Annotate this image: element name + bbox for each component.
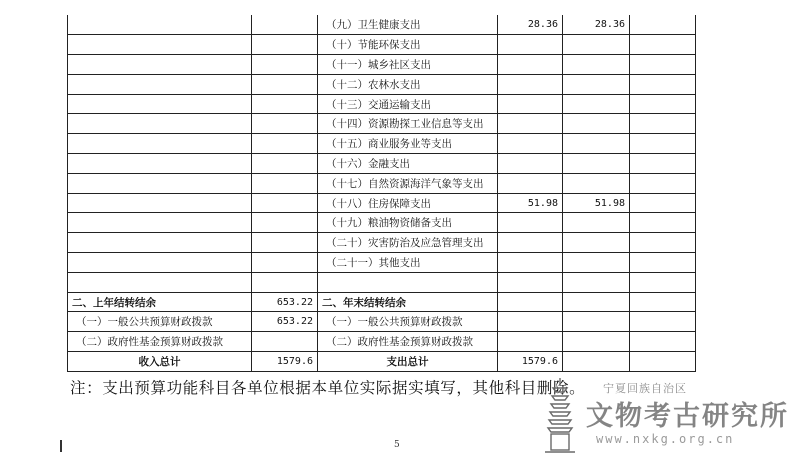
table-cell: [252, 134, 318, 154]
margin-mark: [60, 440, 62, 452]
table-cell: [630, 74, 696, 94]
table-row: [68, 292, 696, 312]
table-cell: [252, 55, 318, 75]
table-cell: （二）政府性基金预算财政拨款: [318, 332, 498, 352]
table-cell: [630, 193, 696, 213]
table-cell: [252, 173, 318, 193]
table-cell: （十三）交通运输支出: [318, 94, 498, 114]
table-cell: （十九）粮油物资储备支出: [318, 213, 498, 233]
table-cell: [563, 154, 630, 174]
table-cell: [498, 74, 563, 94]
table-cell: [252, 74, 318, 94]
table-row: [68, 74, 696, 94]
table-cell: [630, 134, 696, 154]
table-cell: [252, 253, 318, 273]
watermark-url: www.nxkg.org.cn: [596, 432, 735, 446]
table-cell: [630, 154, 696, 174]
watermark: [540, 376, 800, 466]
table-cell: （二）政府性基金预算财政拨款: [68, 332, 252, 352]
table-cell: [252, 233, 318, 253]
table-cell: [563, 134, 630, 154]
table-cell: [68, 193, 252, 213]
table-cell: [498, 332, 563, 352]
table-cell: [498, 253, 563, 273]
watermark-subtitle: 宁夏回族自治区: [603, 382, 687, 395]
table-row: [68, 332, 696, 352]
table-cell: [498, 114, 563, 134]
table-row: [68, 233, 696, 253]
page-number: 5: [394, 440, 400, 450]
table-row: [68, 193, 696, 213]
table-cell: [68, 173, 252, 193]
table-cell: [252, 35, 318, 55]
table-cell: [630, 15, 696, 35]
table-cell: [68, 114, 252, 134]
table-cell: [252, 114, 318, 134]
table-cell: [563, 332, 630, 352]
table-row: [68, 272, 696, 292]
table-cell: （二十一）其他支出: [318, 253, 498, 273]
table-row: [68, 114, 696, 134]
table-cell: [68, 154, 252, 174]
table-cell: [68, 272, 252, 292]
table-cell: [563, 233, 630, 253]
table-cell: [630, 55, 696, 75]
table-cell: [252, 272, 318, 292]
table-cell: [563, 312, 630, 332]
table-cell: 653.22: [252, 292, 318, 312]
table-cell: （十一）城乡社区支出: [318, 55, 498, 75]
table-cell: [563, 253, 630, 273]
table-cell: [68, 15, 252, 35]
table-cell: （十二）农林水支出: [318, 74, 498, 94]
table-cell: （十五）商业服务业等支出: [318, 134, 498, 154]
table-row: [68, 15, 696, 35]
table-cell: [498, 233, 563, 253]
table-cell: [252, 94, 318, 114]
table-row: [68, 213, 696, 233]
table-cell: [563, 74, 630, 94]
table-cell: [498, 213, 563, 233]
table-cell: [68, 233, 252, 253]
table-cell: [498, 55, 563, 75]
table-cell: [68, 213, 252, 233]
table-cell: 28.36: [498, 15, 563, 35]
table-cell: [630, 114, 696, 134]
table-row: [68, 253, 696, 273]
table-cell: （一）一般公共预算财政拨款: [68, 312, 252, 332]
table-cell: [563, 213, 630, 233]
table-cell: [630, 312, 696, 332]
table-cell: 51.98: [498, 193, 563, 213]
table-cell: 1579.6: [252, 352, 318, 372]
table-cell: [563, 173, 630, 193]
table-cell: [68, 74, 252, 94]
table-cell: [563, 35, 630, 55]
table-row: [68, 94, 696, 114]
table-cell: [252, 193, 318, 213]
table-cell: （九）卫生健康支出: [318, 15, 498, 35]
table-cell: [68, 35, 252, 55]
table-cell: （一）一般公共预算财政拨款: [318, 312, 498, 332]
table-cell: [498, 154, 563, 174]
table-cell: [563, 352, 630, 372]
table-cell: 1579.6: [498, 352, 563, 372]
table-row: [68, 173, 696, 193]
table-cell: [498, 134, 563, 154]
table-cell: [563, 94, 630, 114]
table-cell: [68, 94, 252, 114]
table-cell: 支出总计: [318, 352, 498, 372]
table-cell: [318, 272, 498, 292]
table-row: [68, 154, 696, 174]
table-cell: [252, 15, 318, 35]
table-cell: [630, 35, 696, 55]
pagoda-logo-icon: [540, 376, 580, 456]
table-cell: [68, 253, 252, 273]
table-cell: （十）节能环保支出: [318, 35, 498, 55]
table-cell: （十八）住房保障支出: [318, 193, 498, 213]
table-row: [68, 55, 696, 75]
table-row: [68, 35, 696, 55]
table-cell: [498, 272, 563, 292]
footnote: 注：支出预算功能科目各单位根据本单位实际据实填写，其他科目删除。: [70, 379, 586, 397]
table-cell: 收入总计: [68, 352, 252, 372]
table-cell: [630, 332, 696, 352]
table-cell: [563, 292, 630, 312]
table-cell: 51.98: [563, 193, 630, 213]
table-cell: [68, 134, 252, 154]
table-cell: [68, 55, 252, 75]
table-cell: [630, 94, 696, 114]
table-cell: [498, 173, 563, 193]
table-row: [68, 312, 696, 332]
table-cell: [498, 312, 563, 332]
table-row: [68, 352, 696, 372]
table-cell: [498, 292, 563, 312]
table-cell: [563, 55, 630, 75]
table-cell: （十四）资源勘探工业信息等支出: [318, 114, 498, 134]
table-cell: [630, 233, 696, 253]
watermark-title: 文物考古研究所: [586, 401, 789, 432]
table-cell: [630, 213, 696, 233]
table-cell: [630, 173, 696, 193]
table-cell: [252, 154, 318, 174]
table-cell: [563, 114, 630, 134]
table-cell: [498, 35, 563, 55]
table-cell: [252, 213, 318, 233]
table-cell: [630, 352, 696, 372]
table-cell: 28.36: [563, 15, 630, 35]
table-cell: 二、年末结转结余: [318, 292, 498, 312]
table-cell: （十七）自然资源海洋气象等支出: [318, 173, 498, 193]
budget-table: [67, 15, 696, 372]
table-cell: （十六）金融支出: [318, 154, 498, 174]
table-cell: 653.22: [252, 312, 318, 332]
table-cell: [252, 332, 318, 352]
table-cell: [630, 292, 696, 312]
table-cell: 二、上年结转结余: [68, 292, 252, 312]
table-row: [68, 134, 696, 154]
table-cell: （二十）灾害防治及应急管理支出: [318, 233, 498, 253]
table-cell: [498, 94, 563, 114]
table-cell: [630, 272, 696, 292]
table-cell: [630, 253, 696, 273]
table-cell: [563, 272, 630, 292]
